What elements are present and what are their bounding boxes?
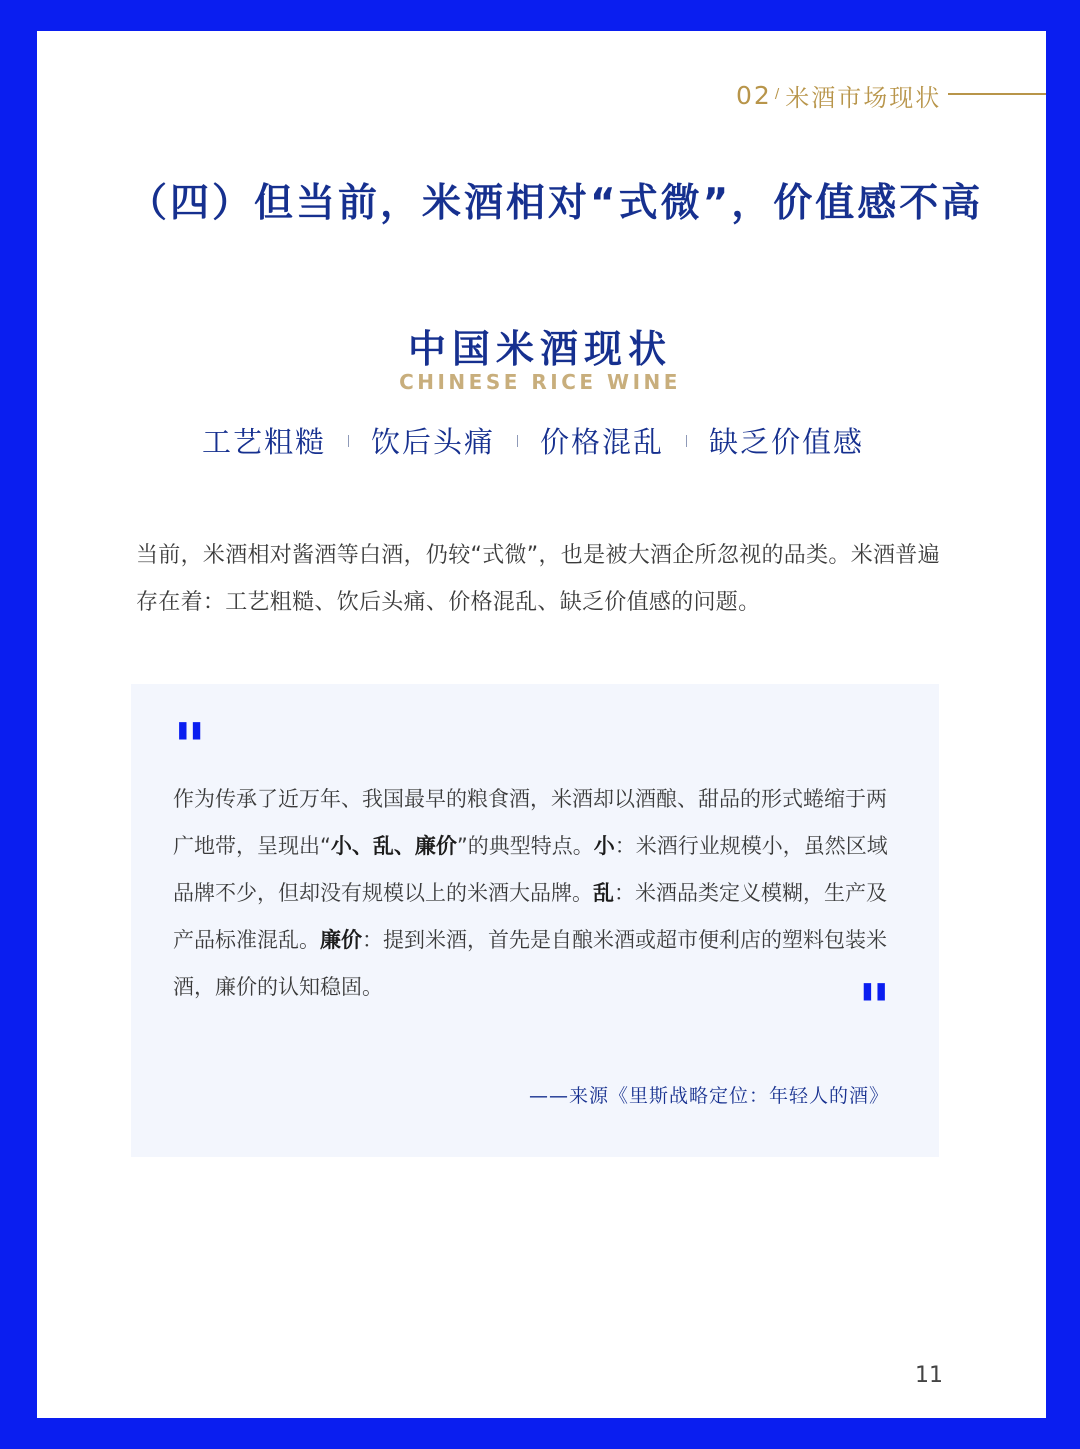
quote-segment: ：提到米酒，首先是自酿米酒或超市便利店的塑料包装米酒，廉价的认知稳固。 xyxy=(173,928,887,999)
quote-emphasis: 小 xyxy=(593,834,615,858)
section-slash-divider: / xyxy=(774,87,782,102)
quote-segment: ”的典型特点。 xyxy=(456,834,594,858)
quote-open-icon: " xyxy=(173,711,207,785)
page-number: 11 xyxy=(915,1363,943,1388)
quote-text xyxy=(173,776,897,1011)
section-number: 02 xyxy=(736,81,772,110)
quote-segment: ：米酒品类定义模糊，生产及产品标准混乱。 xyxy=(173,881,887,952)
tag-item: 饮后头痛 xyxy=(371,425,496,459)
section-title: 米酒市场现状 xyxy=(785,84,942,112)
header-gold-line xyxy=(948,93,1046,95)
quote-emphasis: 乱 xyxy=(593,881,614,905)
tag-divider xyxy=(686,435,687,447)
quote-segment: ：米酒行业规模小，虽然区域品牌不少，但却没有规模以上的米酒大品牌。 xyxy=(173,834,888,905)
tag-item: 价格混乱 xyxy=(540,425,665,459)
tag-divider xyxy=(517,435,518,447)
page-heading: （四）但当前，米酒相对“式微”，价值感不高 xyxy=(128,181,984,226)
section-tag xyxy=(736,78,941,113)
quote-emphasis: 廉价 xyxy=(320,928,362,952)
subtitle: 中国米酒现状 xyxy=(407,327,672,371)
subtitle-english: CHINESE RICE WINE xyxy=(399,370,681,394)
issue-tags xyxy=(202,420,864,461)
intro-paragraph: 当前，米酒相对酱酒等白酒，仍较“式微”，也是被大酒企所忽视的品类。米酒普遍存在着：工艺粗糙、饮后头痛、价格混乱、缺乏价值感的问题。 xyxy=(136,543,940,615)
quote-box xyxy=(131,684,939,1157)
tag-item: 缺乏价值感 xyxy=(709,425,865,459)
quote-close-icon: " xyxy=(857,972,891,1046)
tag-divider xyxy=(348,435,349,447)
quote-emphasis: 小、乱、廉价 xyxy=(330,834,457,858)
quote-segment: 作为传承了近万年、我国最早的粮食酒，米酒却以酒酿、甜品的形式蜷缩于两广地带，呈现出“ xyxy=(173,787,887,858)
quote-source: ——来源《里斯战略定位：年轻人的酒》 xyxy=(528,1085,889,1107)
tag-item: 工艺粗糙 xyxy=(202,425,327,459)
